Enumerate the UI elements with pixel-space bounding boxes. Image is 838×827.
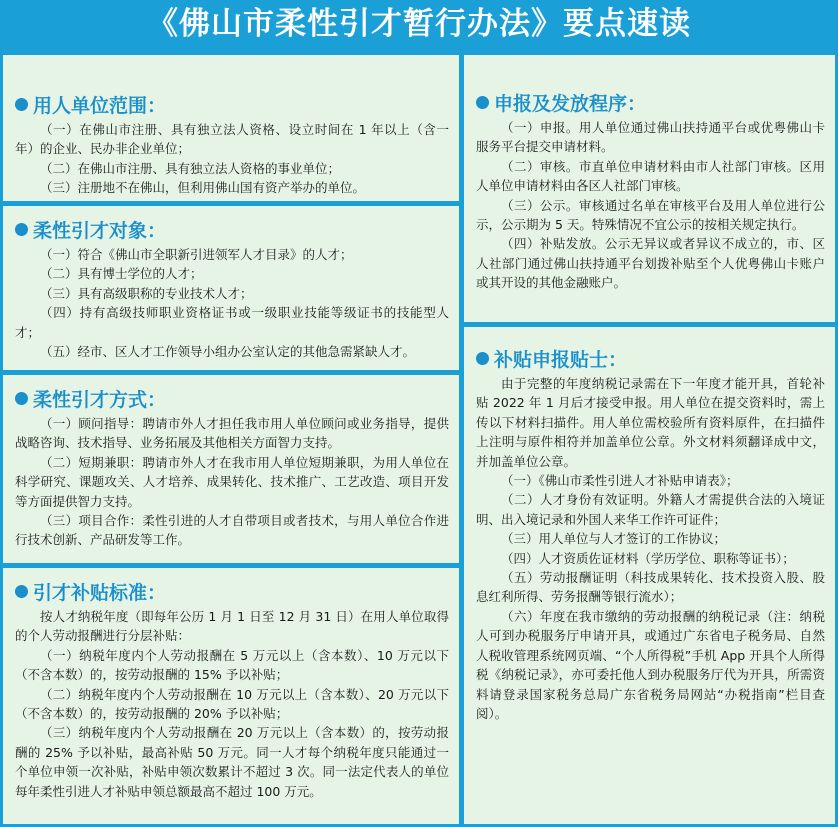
heading-text: 引才补贴标准： xyxy=(33,581,167,604)
bullet-dot-icon xyxy=(476,352,489,365)
paragraph: （二）具有博士学位的人才； xyxy=(40,266,203,282)
bullet-dot-icon xyxy=(15,98,28,111)
bullet-dot-icon xyxy=(15,585,28,598)
paragraph: （三）纳税年度内个人劳动报酬在 20 万元以上（含本数）的，按劳动报酬的 25% 予以补贴，最高补贴 50 万元。同一人才每个纳税年度只能通过一个单位申领一次补贴，补贴申领次数累计不超过 3 次。同一法定代表人的单位每年柔性引进人才补贴申领总额最高不超过 100 万元。 xyxy=(15,725,449,799)
paragraph: （四）补贴发放。公示无异议或者异议不成立的，市、区人社部门通过佛山扶持通平台划拨补贴至个人优粤佛山卡账户或其开设的其他金融账户。 xyxy=(476,236,825,291)
paragraph: （一）符合《佛山市全职新引进领军人才目录》的人才； xyxy=(40,247,353,262)
section-heading xyxy=(15,578,449,604)
heading-text: 申报及发放程序： xyxy=(494,92,647,115)
paragraph: 按人才纳税年度（即每年公历 1 月 1 日至 12 月 31 日）在用人单位取得的个人劳动报酬进行分层补贴： xyxy=(15,609,449,644)
paragraph: （四）持有高级技师职业资格证书或一级职业技能等级证书的技能型人才； xyxy=(15,305,449,340)
paragraph: （一）纳税年度内个人劳动报酬在 5 万元以上（含本数）、10 万元以下（不含本数）的，按劳动报酬的 15% 予以补贴； xyxy=(15,647,449,683)
section-heading xyxy=(476,345,825,371)
paragraph: （五）经市、区人才工作领导小组办公室认定的其他急需紧缺人才。 xyxy=(40,344,416,360)
panel-subsidy-standard xyxy=(3,568,459,824)
panel-targets xyxy=(3,206,459,370)
paragraph: （一）顾问指导：聘请市外人才担任我市用人单位顾问或业务指导，提供战略咨询、技术指导、业务拓展及其他相关方面智力支持。 xyxy=(15,416,449,451)
bullet-dot-icon xyxy=(476,96,489,109)
bullet-dot-icon xyxy=(15,223,28,236)
paragraph: （五）劳动报酬证明（科技成果转化、技术投资入股、股息红利所得、劳务报酬等银行流水）； xyxy=(476,570,825,605)
paragraph: （一）申报。用人单位通过佛山扶持通平台或优粤佛山卡服务平台提交申请材料。 xyxy=(476,120,825,155)
panel-methods xyxy=(3,375,459,563)
paragraph: 由于完整的年度纳税记录需在下一年度才能开具，首轮补贴 2022 年 1 月后才接受申报。用人单位在提交资料时，需上传以下材料扫描件。用人单位需校验所有资料原件，在扫描件上注明与原件相符并加盖单位公章。外文材料须翻译成中文，并加盖单位公章。 xyxy=(476,376,825,469)
paragraph: （三）具有高级职称的专业技术人才； xyxy=(40,285,253,301)
paragraph: （二）人才身份有效证明。外籍人才需提供合法的入境证明、出入境记录和外国人来华工作许可证件； xyxy=(476,492,825,527)
paragraph: （三）注册地不在佛山，但利用佛山国有资产举办的单位。 xyxy=(40,180,366,196)
heading-text: 用人单位范围： xyxy=(33,94,167,117)
panel-procedure xyxy=(464,55,835,322)
panel-tips xyxy=(464,327,835,824)
paragraph: （三）项目合作：柔性引进的人才自带项目或者技术，与用人单位合作进行技术创新、产品研发等工作。 xyxy=(15,513,449,548)
heading-text: 柔性引才方式： xyxy=(33,388,167,411)
paragraph: （四）人才资质佐证材料（学历学位、职称等证书）； xyxy=(501,550,795,566)
bullet-dot-icon xyxy=(15,392,28,405)
paragraph: （一）《佛山市柔性引进人才补贴申请表》； xyxy=(501,473,739,489)
paragraph: （三）公示。审核通过名单在审核平台及用人单位进行公示，公示期为 5 天。特殊情况不宜公示的按相关规定执行。 xyxy=(476,197,825,233)
panel-employer-scope xyxy=(3,55,459,201)
section-heading xyxy=(15,216,449,242)
heading-text: 柔性引才对象： xyxy=(33,219,167,242)
paragraph: （二）在佛山市注册、具有独立法人资格的事业单位； xyxy=(40,160,341,176)
paragraph: （二）审核。市直单位申请材料由市人社部门审核。区用人单位申请材料由各区人社部门审核。 xyxy=(476,158,825,194)
page-title: 《佛山市柔性引才暂行办法》要点速读 xyxy=(0,0,838,48)
paragraph: （六）年度在我市缴纳的劳动报酬的纳税记录（注：纳税人可到办税服务厅申请开具，或通过广东省电子税务局、自然人税收管理系统网页端、“个人所得税”手机 App 开具个人所得税《纳税记录》，亦可委托他人到办税服务厅代为开具，所需资料请登录国家税务总局广东省税务局网站“办税指南”栏目查阅）。 xyxy=(476,608,825,721)
paragraph: （三）用人单位与人才签订的工作协议； xyxy=(501,531,727,547)
paragraph: （二）短期兼职：聘请市外人才在我市用人单位短期兼职，为用人单位在科学研究、课题攻关、人才培养、成果转化、技术推广、工艺改造、项目开发等方面提供智力支持。 xyxy=(15,454,449,509)
heading-text: 补贴申报贴士： xyxy=(494,348,628,371)
section-heading xyxy=(15,91,449,117)
section-heading xyxy=(15,385,449,411)
paragraph: （二）纳税年度内个人劳动报酬在 10 万元以上（含本数）、20 万元以下（不含本数）的，按劳动报酬的 20% 予以补贴； xyxy=(15,686,449,722)
section-heading xyxy=(476,89,825,115)
paragraph: （一）在佛山市注册、具有独立法人资格、设立时间在 1 年以上（含一年）的企业、民办非企业单位； xyxy=(15,122,449,157)
